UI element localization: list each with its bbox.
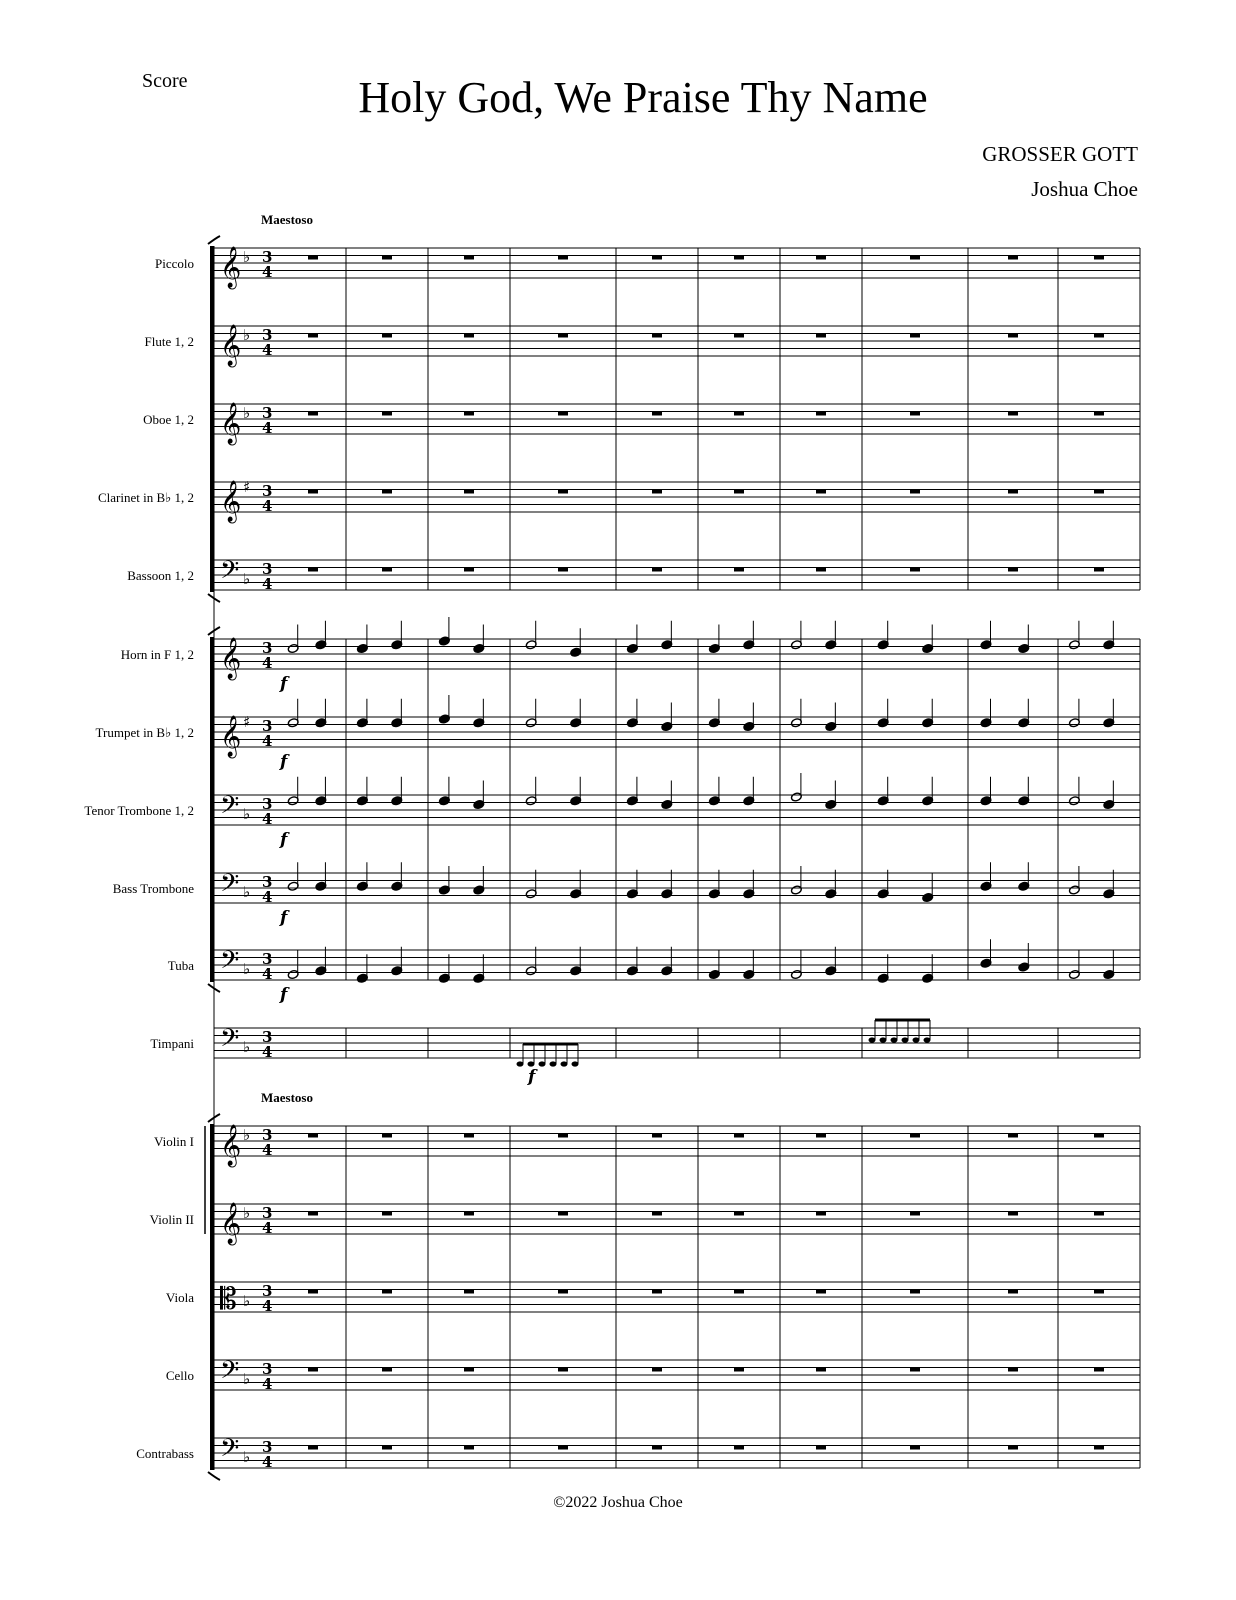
time-signature-top: 3	[262, 248, 273, 266]
whole-rest	[734, 1212, 744, 1216]
whole-rest	[308, 1290, 318, 1294]
instrument-label-tuba: Tuba	[167, 958, 194, 973]
flat-icon: ♭	[243, 1292, 251, 1310]
whole-rest	[464, 412, 474, 416]
whole-rest	[652, 256, 662, 260]
whole-rest	[558, 334, 568, 338]
time-signature-bottom: 4	[262, 1297, 273, 1315]
whole-rest	[734, 1368, 744, 1372]
whole-rest	[1094, 412, 1104, 416]
instrument-label-contrabass: Contrabass	[136, 1446, 194, 1461]
instrument-label-bassoon: Bassoon 1, 2	[127, 568, 194, 583]
whole-rest	[1094, 1212, 1104, 1216]
score-title: Holy God, We Praise Thy Name	[358, 73, 928, 122]
time-signature-bottom: 4	[262, 1375, 273, 1393]
whole-rest	[308, 334, 318, 338]
whole-rest	[652, 490, 662, 494]
whole-rest	[1094, 1368, 1104, 1372]
dynamic-forte: f	[280, 674, 288, 694]
whole-rest	[382, 412, 392, 416]
instrument-label-trumpet: Trumpet in B♭ 1, 2	[95, 725, 194, 740]
instrument-label-horn: Horn in F 1, 2	[120, 647, 194, 662]
whole-rest	[382, 334, 392, 338]
whole-rest	[558, 1368, 568, 1372]
bass-clef-icon: 𝄢	[220, 1356, 240, 1391]
whole-rest	[1094, 1290, 1104, 1294]
whole-rest	[816, 1290, 826, 1294]
whole-rest	[558, 1446, 568, 1450]
whole-rest	[910, 412, 920, 416]
whole-rest	[558, 1290, 568, 1294]
whole-rest	[1008, 1368, 1018, 1372]
whole-rest	[382, 568, 392, 572]
flat-icon: ♭	[243, 326, 251, 344]
whole-rest	[558, 490, 568, 494]
time-signature-bottom: 4	[262, 810, 273, 828]
whole-rest	[382, 1290, 392, 1294]
whole-rest	[1008, 568, 1018, 572]
time-signature-top: 3	[262, 795, 273, 813]
time-signature-top: 3	[262, 404, 273, 422]
time-signature-top: 3	[262, 639, 273, 657]
bass-clef-icon: 𝄢	[220, 1434, 240, 1469]
whole-rest	[734, 412, 744, 416]
timpani-note	[550, 1061, 557, 1066]
timpani-note	[869, 1037, 876, 1042]
sharp-icon: ♯	[243, 478, 251, 496]
whole-rest	[910, 1134, 920, 1138]
bass-clef-icon: 𝄢	[220, 946, 240, 981]
whole-rest	[1008, 412, 1018, 416]
flat-icon: ♭	[243, 805, 251, 823]
timpani-note	[517, 1061, 524, 1066]
flat-icon: ♭	[243, 1126, 251, 1144]
instrument-label-viola: Viola	[165, 1290, 194, 1305]
whole-rest	[1094, 568, 1104, 572]
flat-icon: ♭	[243, 404, 251, 422]
time-signature-top: 3	[262, 482, 273, 500]
whole-rest	[558, 1134, 568, 1138]
dynamic-forte: f	[280, 830, 288, 850]
whole-rest	[1008, 1446, 1018, 1450]
string-bracket-bottom	[208, 1472, 220, 1480]
whole-rest	[464, 568, 474, 572]
whole-rest	[816, 1212, 826, 1216]
whole-rest	[652, 1290, 662, 1294]
flat-icon: ♭	[243, 248, 251, 266]
flat-icon: ♭	[243, 883, 251, 901]
time-signature-bottom: 4	[262, 341, 273, 359]
time-signature-bottom: 4	[262, 419, 273, 437]
time-signature-top: 3	[262, 326, 273, 344]
dynamic-forte: f	[528, 1067, 536, 1087]
whole-rest	[558, 568, 568, 572]
flat-icon: ♭	[243, 1038, 251, 1056]
time-signature-top: 3	[262, 1360, 273, 1378]
whole-rest	[734, 334, 744, 338]
whole-rest	[558, 256, 568, 260]
whole-rest	[652, 1368, 662, 1372]
whole-rest	[734, 568, 744, 572]
treble-clef-icon: 𝄞	[220, 325, 242, 366]
whole-rest	[910, 256, 920, 260]
instrument-label-flute: Flute 1, 2	[144, 334, 194, 349]
whole-rest	[652, 412, 662, 416]
whole-rest	[910, 1212, 920, 1216]
whole-rest	[816, 334, 826, 338]
sharp-icon: ♯	[243, 713, 251, 731]
time-signature-top: 3	[262, 873, 273, 891]
whole-rest	[652, 1212, 662, 1216]
time-signature-bottom: 4	[262, 888, 273, 906]
instrument-label-piccolo: Piccolo	[155, 256, 194, 271]
whole-rest	[816, 1446, 826, 1450]
whole-rest	[464, 1134, 474, 1138]
time-signature-top: 3	[262, 560, 273, 578]
whole-rest	[382, 1134, 392, 1138]
whole-rest	[308, 490, 318, 494]
whole-rest	[382, 1368, 392, 1372]
flat-icon: ♭	[243, 1204, 251, 1222]
whole-rest	[910, 490, 920, 494]
timpani-note	[891, 1037, 898, 1042]
whole-rest	[464, 256, 474, 260]
dynamic-forte: f	[280, 752, 288, 772]
whole-rest	[910, 1368, 920, 1372]
whole-rest	[910, 1446, 920, 1450]
whole-rest	[1008, 334, 1018, 338]
time-signature-bottom: 4	[262, 1219, 273, 1237]
whole-rest	[464, 490, 474, 494]
whole-rest	[382, 1212, 392, 1216]
whole-rest	[558, 412, 568, 416]
whole-rest	[308, 256, 318, 260]
whole-rest	[464, 1368, 474, 1372]
alto-clef-icon: 𝄡	[220, 1282, 237, 1317]
instrument-label-bass-trombone: Bass Trombone	[112, 881, 194, 896]
timpani-note	[924, 1037, 931, 1042]
whole-rest	[652, 1446, 662, 1450]
instrument-label-violin-2: Violin II	[149, 1212, 194, 1227]
time-signature-top: 3	[262, 1204, 273, 1222]
treble-clef-icon: 𝄞	[220, 716, 242, 757]
whole-rest	[734, 490, 744, 494]
timpani-note	[902, 1037, 909, 1042]
whole-rest	[816, 1368, 826, 1372]
flat-icon: ♭	[243, 1370, 251, 1388]
time-signature-bottom: 4	[262, 575, 273, 593]
tempo-mark-winds: Maestoso	[261, 212, 313, 227]
whole-rest	[816, 1134, 826, 1138]
treble-clef-icon: 𝄞	[220, 403, 242, 444]
timpani-note	[880, 1037, 887, 1042]
instrument-label-cello: Cello	[165, 1368, 194, 1383]
treble-clef-icon: 𝄞	[220, 1203, 242, 1244]
whole-rest	[652, 568, 662, 572]
bass-clef-icon: 𝄢	[220, 791, 240, 826]
tempo-mark-strings: Maestoso	[261, 1090, 313, 1105]
whole-rest	[308, 1368, 318, 1372]
whole-rest	[1094, 256, 1104, 260]
time-signature-top: 3	[262, 717, 273, 735]
treble-clef-icon: 𝄞	[220, 638, 242, 679]
whole-rest	[308, 412, 318, 416]
copyright-footer: ©2022 Joshua Choe	[553, 1494, 683, 1511]
timpani-note	[913, 1037, 920, 1042]
time-signature-bottom: 4	[262, 732, 273, 750]
time-signature-top: 3	[262, 1282, 273, 1300]
whole-rest	[816, 490, 826, 494]
time-signature-top: 3	[262, 1126, 273, 1144]
bass-clef-icon: 𝄢	[220, 1024, 240, 1059]
time-signature-top: 3	[262, 950, 273, 968]
whole-rest	[382, 256, 392, 260]
whole-rest	[734, 256, 744, 260]
flat-icon: ♭	[243, 960, 251, 978]
whole-rest	[1008, 1212, 1018, 1216]
whole-rest	[308, 1134, 318, 1138]
composer: Joshua Choe	[1031, 177, 1138, 201]
instrument-label-clarinet: Clarinet in B♭ 1, 2	[97, 490, 194, 505]
time-signature-bottom: 4	[262, 1043, 273, 1061]
dynamic-forte: f	[280, 908, 288, 928]
whole-rest	[1008, 1290, 1018, 1294]
whole-rest	[1008, 1134, 1018, 1138]
timpani-note	[561, 1061, 568, 1066]
whole-rest	[816, 412, 826, 416]
page-label: Score	[142, 70, 188, 92]
whole-rest	[1094, 490, 1104, 494]
whole-rest	[816, 256, 826, 260]
time-signature-bottom: 4	[262, 965, 273, 983]
time-signature-bottom: 4	[262, 263, 273, 281]
timpani-note	[528, 1061, 535, 1066]
whole-rest	[1008, 490, 1018, 494]
time-signature-top: 3	[262, 1028, 273, 1046]
whole-rest	[910, 334, 920, 338]
whole-rest	[464, 1212, 474, 1216]
whole-rest	[464, 1446, 474, 1450]
whole-rest	[382, 1446, 392, 1450]
dynamic-forte: f	[280, 985, 288, 1005]
whole-rest	[1094, 334, 1104, 338]
whole-rest	[1094, 1446, 1104, 1450]
whole-rest	[734, 1134, 744, 1138]
whole-rest	[464, 334, 474, 338]
treble-clef-icon: 𝄞	[220, 481, 242, 522]
time-signature-bottom: 4	[262, 654, 273, 672]
whole-rest	[652, 334, 662, 338]
timpani-note	[539, 1061, 546, 1066]
whole-rest	[816, 568, 826, 572]
whole-rest	[734, 1446, 744, 1450]
treble-clef-icon: 𝄞	[220, 247, 242, 288]
instrument-label-oboe: Oboe 1, 2	[143, 412, 194, 427]
whole-rest	[308, 568, 318, 572]
whole-rest	[464, 1290, 474, 1294]
flat-icon: ♭	[243, 1448, 251, 1466]
time-signature-top: 3	[262, 1438, 273, 1456]
whole-rest	[308, 1446, 318, 1450]
whole-rest	[910, 1290, 920, 1294]
treble-clef-icon: 𝄞	[220, 1125, 242, 1166]
timpani-note	[572, 1061, 579, 1066]
whole-rest	[652, 1134, 662, 1138]
instrument-label-timpani: Timpani	[150, 1036, 194, 1051]
flat-icon: ♭	[243, 570, 251, 588]
instrument-label-tenor-trombone: Tenor Trombone 1, 2	[84, 803, 194, 818]
bass-clef-icon: 𝄢	[220, 556, 240, 591]
whole-rest	[558, 1212, 568, 1216]
whole-rest	[734, 1290, 744, 1294]
bass-clef-icon: 𝄢	[220, 869, 240, 904]
tune-name: GROSSER GOTT	[982, 142, 1138, 166]
time-signature-bottom: 4	[262, 1453, 273, 1471]
whole-rest	[1008, 256, 1018, 260]
woodwind-bracket-top	[208, 236, 220, 244]
instrument-label-violin-1: Violin I	[153, 1134, 194, 1149]
whole-rest	[382, 490, 392, 494]
time-signature-bottom: 4	[262, 497, 273, 515]
time-signature-bottom: 4	[262, 1141, 273, 1159]
whole-rest	[910, 568, 920, 572]
whole-rest	[308, 1212, 318, 1216]
whole-rest	[1094, 1134, 1104, 1138]
